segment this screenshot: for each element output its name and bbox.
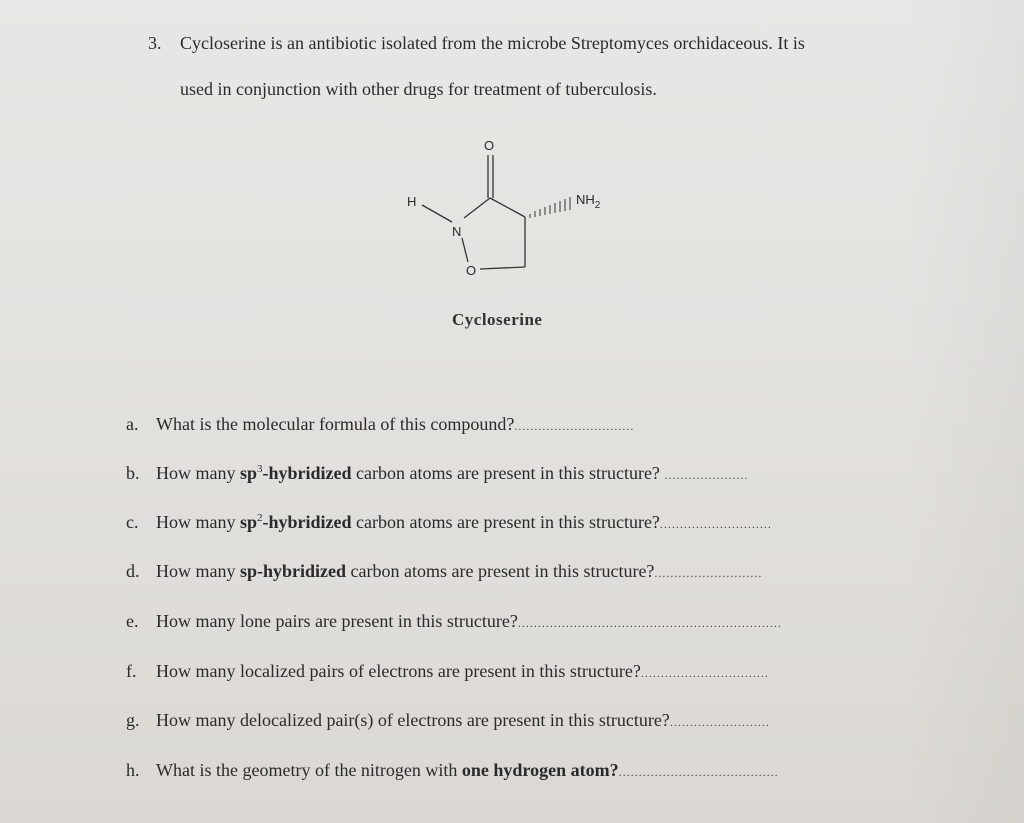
question-text-post: carbon atoms are present in this structure? <box>346 561 655 581</box>
question-text <box>156 463 748 484</box>
paper-shadow <box>904 0 1024 823</box>
question-f <box>126 661 769 682</box>
question-label: b. <box>126 463 140 483</box>
atom-o-ring: O <box>466 263 477 278</box>
question-text-bold: sp <box>240 512 258 532</box>
answer-dots: ........................... <box>654 566 763 580</box>
atom-nh2-subscript: 2 <box>594 200 601 211</box>
hashed-wedge <box>530 197 570 218</box>
question-text <box>156 561 762 582</box>
question-text-pre: How many <box>156 463 240 483</box>
question-text-pre: What is the molecular formula of this compound? <box>156 414 515 434</box>
question-text-superscript: 2 <box>257 512 263 524</box>
question-text-pre: What is the geometry of the nitrogen with <box>156 760 462 780</box>
bond-c-ca <box>490 198 525 217</box>
question-text <box>156 661 769 682</box>
atom-h: H <box>407 194 417 209</box>
atom-n: N <box>452 224 462 239</box>
question-e <box>126 611 782 632</box>
atom-o-top: O <box>484 138 495 153</box>
question-label: a. <box>126 414 139 434</box>
atom-nh2-main: NH <box>576 192 595 207</box>
answer-dots: .................................................................. <box>517 616 782 630</box>
question-text-superscript: 3 <box>257 463 263 475</box>
bond-o-ch2 <box>480 267 525 269</box>
question-text <box>156 512 772 533</box>
question-label: e. <box>126 611 139 631</box>
question-g <box>126 710 770 731</box>
intro-line-2: used in conjunction with other drugs for treatment of tuberculosis. <box>180 79 657 99</box>
question-text-bold: sp <box>240 463 258 483</box>
question-label: g. <box>126 710 140 730</box>
bond-h-n <box>422 205 452 222</box>
question-h <box>126 760 779 781</box>
question-text-bold: sp-hybridized <box>240 561 347 581</box>
answer-dots: ........................................ <box>618 765 779 779</box>
question-text-pre: How many <box>156 512 240 532</box>
intro-line-1: Cycloserine is an antibiotic isolated from the microbe Streptomyces orchidaceous. It is <box>180 33 805 53</box>
question-c <box>126 512 772 533</box>
question-text-bold-2: ? <box>609 760 619 780</box>
question-b <box>126 463 748 484</box>
question-a <box>126 414 634 435</box>
cycloserine-structure <box>380 130 640 290</box>
question-text-pre: How many localized pairs of electrons are present in this structure? <box>156 661 641 681</box>
question-text-bold-2: -hybridized <box>262 512 352 532</box>
question-text <box>156 414 634 435</box>
question-label: c. <box>126 512 139 532</box>
question-text-post: carbon atoms are present in this structure? <box>351 463 665 483</box>
question-d <box>126 561 762 582</box>
atom-nh2 <box>576 192 601 211</box>
molecule-caption: Cycloserine <box>452 310 543 329</box>
answer-dots: ......................... <box>669 715 770 729</box>
answer-dots: ..................... <box>664 468 749 482</box>
question-label: f. <box>126 661 137 681</box>
question-text-bold-2: -hybridized <box>262 463 352 483</box>
answer-dots: ............................ <box>659 517 772 531</box>
question-text-pre: How many <box>156 561 240 581</box>
answer-dots: .............................. <box>514 419 635 433</box>
question-text <box>156 710 770 731</box>
question-text-pre: How many delocalized pair(s) of electrons are present in this structure? <box>156 710 670 730</box>
bond-n-o <box>462 238 468 262</box>
question-number: 3. <box>148 33 162 53</box>
question-text <box>156 611 782 632</box>
question-text-bold: one hydrogen atom <box>461 760 610 780</box>
answer-dots: ................................ <box>640 666 769 680</box>
question-text <box>156 760 779 781</box>
question-label: d. <box>126 561 140 581</box>
question-text-pre: How many lone pairs are present in this structure? <box>156 611 518 631</box>
question-label: h. <box>126 760 140 780</box>
question-text-post: carbon atoms are present in this structure? <box>351 512 660 532</box>
bond-c-n <box>464 198 490 218</box>
